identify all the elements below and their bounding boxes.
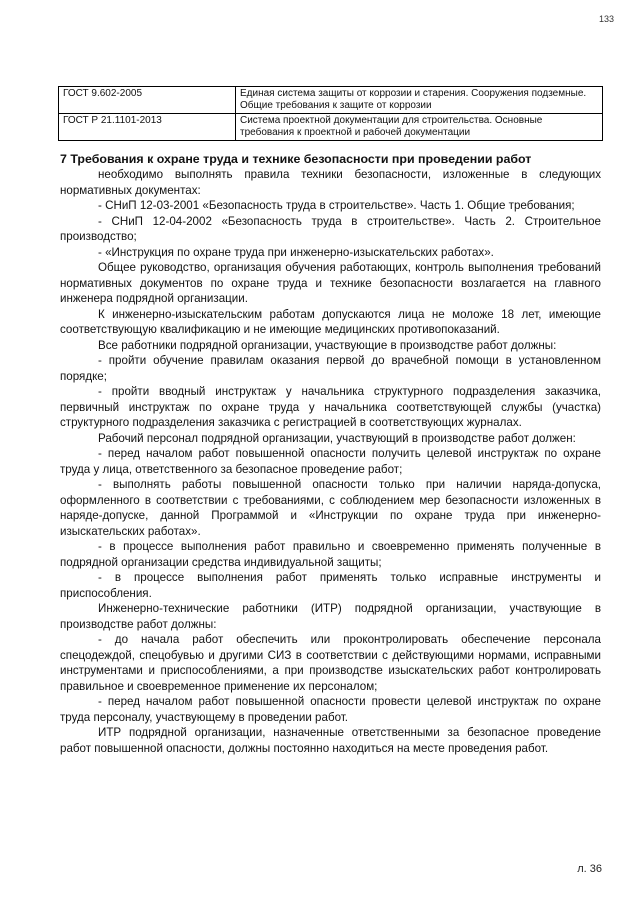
paragraph: К инженерно-изыскательским работам допускаются лица не моложе 18 лет, имеющие соответствующую квалификацию и не имеющие медицинских противопоказаний. <box>60 307 601 336</box>
list-item: - в процессе выполнения работ применять только исправные инструменты и приспособления. <box>60 571 601 600</box>
paragraph: Инженерно-технические работники (ИТР) подрядной организации, участвующие в производстве работ должны: <box>60 602 601 631</box>
list-item: - в процессе выполнения работ правильно и своевременно применять полученные в подрядной организации средства индивидуальной защиты; <box>60 540 601 569</box>
standards-table <box>58 86 603 141</box>
standard-description: Единая система защиты от коррозии и старения. Сооружения подземные. Общие требования к защите от коррозии <box>236 87 603 114</box>
list-item: - пройти обучение правилам оказания первой до врачебной помощи в установленном порядке; <box>60 354 601 383</box>
list-item: - пройти вводный инструктаж у начальника структурного подразделения заказчика, первичный инструктаж по охране труда у начальника соответствующей службы (участка) структурного подразделения заказчика с регистрацией в соответствующих журналах. <box>60 385 601 429</box>
section-body <box>60 151 601 756</box>
table-row <box>59 114 603 141</box>
standard-code: ГОСТ Р 21.1101-2013 <box>59 114 236 141</box>
paragraph: Общее руководство, организация обучения работающих, контроль выполнения требований нормативных документов по охране труда и технике безопасности возлагается на главного инженера подрядной организации. <box>60 261 601 305</box>
list-item: - СНиП 12-04-2002 «Безопасность труда в строительстве». Часть 2. Строительное производство; <box>60 214 601 243</box>
section-heading: 7 Требования к охране труда и технике безопасности при проведении работ <box>60 152 532 166</box>
list-item: - перед началом работ повышенной опасности получить целевой инструктаж по охране труда у лица, ответственного за безопасное проведение работ; <box>60 447 601 476</box>
list-item: - до начала работ обеспечить или проконтролировать обеспечение персонала спецодеждой, спецобувью и другими СИЗ в соответствии с действующими нормами, исправными инструментами и приспособлениями, а при производстве изыскательских работ контролировать правильное и своевременное применение их персоналом; <box>60 633 601 693</box>
standard-code: ГОСТ 9.602-2005 <box>59 87 236 114</box>
standard-description: Система проектной документации для строительства. Основные требования к проектной и рабочей документации <box>236 114 603 141</box>
list-item: - «Инструкция по охране труда при инженерно-изыскательских работах». <box>98 245 494 259</box>
page-number-top: 133 <box>598 14 614 24</box>
paragraph: Все работники подрядной организации, участвующие в производстве работ должны: <box>98 338 557 352</box>
list-item: - СНиП 12-03-2001 «Безопасность труда в строительстве». Часть 1. Общие требования; <box>98 199 575 212</box>
list-item: - выполнять работы повышенной опасности только при наличии наряда-допуска, оформленного в соответствии с требованиями, с соблюдением мер безопасности изложенных в наряде-допуске, данной Программой и «Инструкции по охране труда при инженерно-изыскательских работах». <box>60 478 601 538</box>
table-row <box>59 87 603 114</box>
paragraph: ИТР подрядной организации, назначенные ответственными за безопасное проведение работ повышенной опасности, должны постоянно находиться на месте проведения работ. <box>60 726 601 755</box>
page-number-bottom: л. 36 <box>577 863 602 875</box>
list-item: - перед началом работ повышенной опасности провести целевой инструктаж по охране труда персоналу, участвующему в проведении работ. <box>60 695 601 724</box>
paragraph: Рабочий персонал подрядной организации, участвующий в производстве работ должен: <box>98 431 576 445</box>
paragraph: необходимо выполнять правила техники безопасности, изложенные в следующих нормативных документах: <box>60 168 601 197</box>
